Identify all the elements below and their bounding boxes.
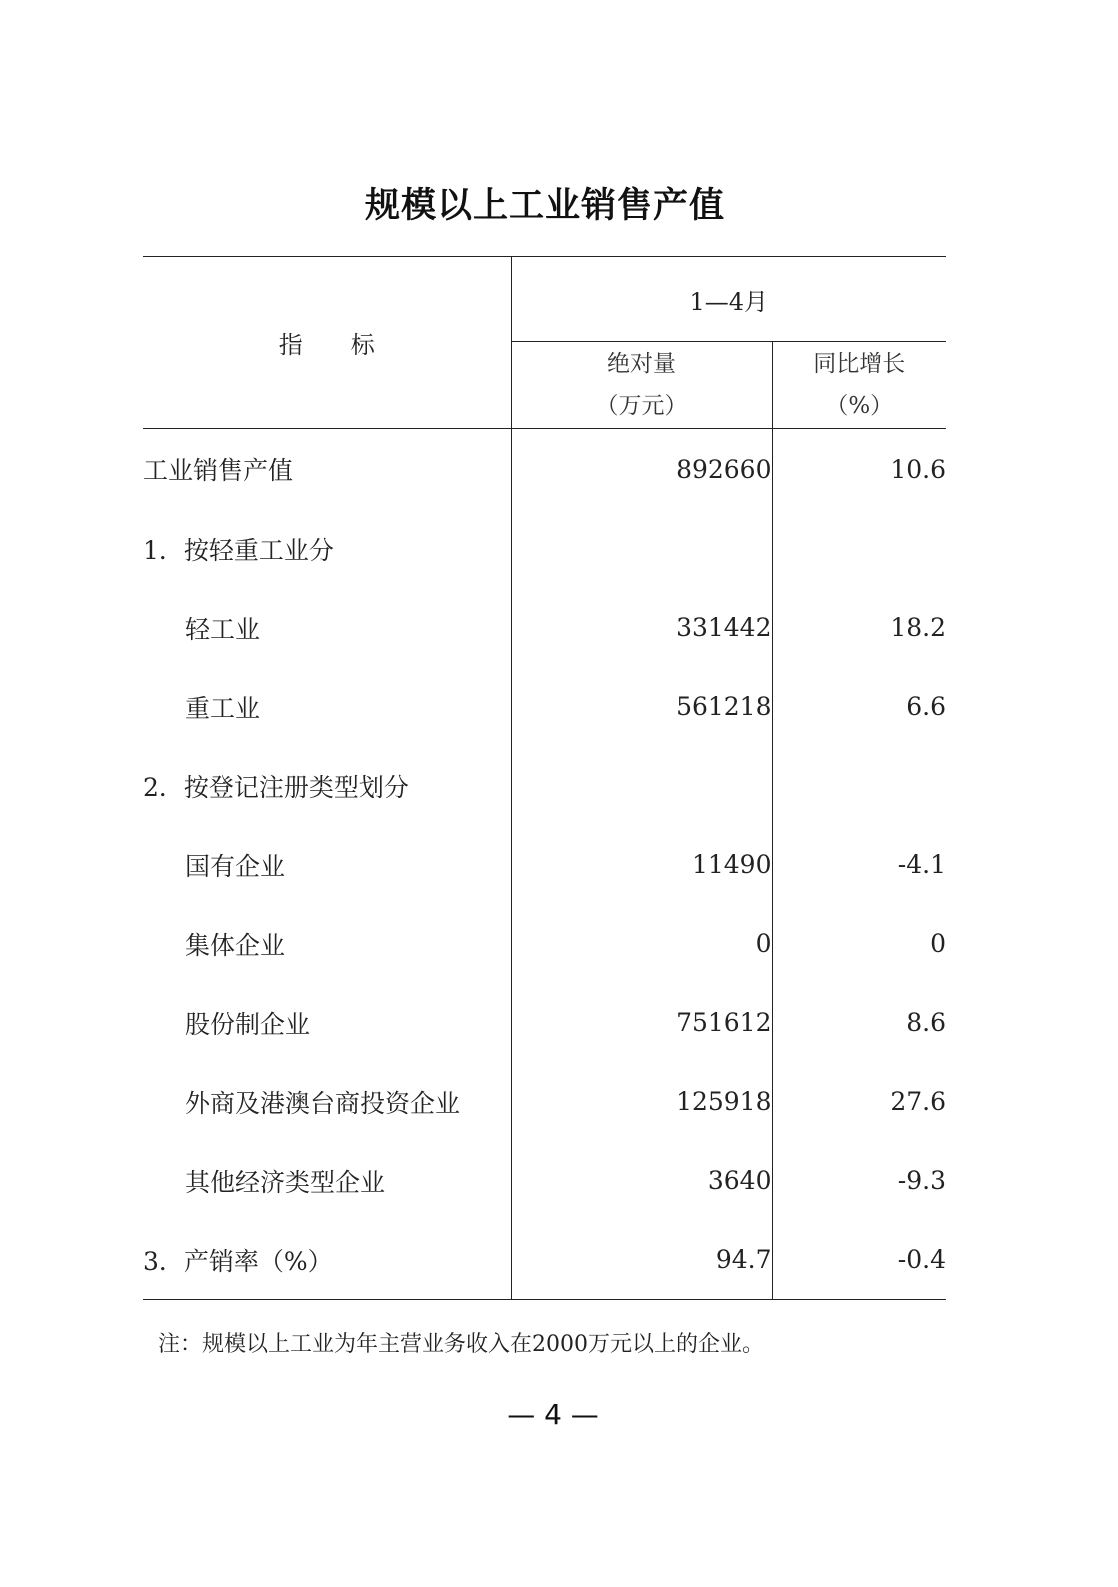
row-growth: -9.3 [772, 1141, 946, 1220]
row-label: 外商及港澳台商投资企业 [185, 1088, 461, 1118]
row-label: 轻工业 [185, 614, 261, 644]
table-row [143, 825, 946, 904]
row-value: 94.7 [511, 1220, 772, 1300]
row-value: 561218 [511, 667, 772, 746]
table-row [143, 1220, 946, 1300]
row-growth: 10.6 [772, 429, 946, 510]
row-growth: 6.6 [772, 667, 946, 746]
table-row [143, 429, 946, 510]
row-growth [772, 746, 946, 825]
table-row [143, 509, 946, 588]
row-value: 125918 [511, 1062, 772, 1141]
growth-column-unit: （%） [825, 393, 894, 419]
value-column-unit: （万元） [595, 393, 688, 419]
row-label: 集体企业 [185, 930, 286, 960]
row-label: 3．产销率（%） [143, 1220, 511, 1300]
table-row [143, 667, 946, 746]
row-growth: 8.6 [772, 983, 946, 1062]
value-column-label: 绝对量 [607, 351, 676, 377]
row-label: 国有企业 [185, 851, 286, 881]
value-column-header [511, 342, 772, 429]
table-row [143, 1062, 946, 1141]
row-value: 11490 [511, 825, 772, 904]
growth-column-label: 同比增长 [813, 351, 906, 377]
row-label: 2．按登记注册类型划分 [143, 772, 409, 802]
row-value: 331442 [511, 588, 772, 667]
row-growth [772, 509, 946, 588]
row-value: 892660 [511, 429, 772, 510]
table-row [143, 904, 946, 983]
indicator-header [143, 257, 511, 429]
table-row [143, 1141, 946, 1220]
row-growth: -0.4 [772, 1220, 946, 1300]
row-label: 股份制企业 [185, 1009, 311, 1039]
page-title: 规模以上工业销售产值 [364, 186, 725, 226]
row-growth: 18.2 [772, 588, 946, 667]
indicator-header-char-2: 标 [350, 331, 375, 359]
row-value: 751612 [511, 983, 772, 1062]
growth-column-header [772, 342, 946, 429]
row-value: 3640 [511, 1141, 772, 1220]
row-growth: 0 [772, 904, 946, 983]
row-value [511, 746, 772, 825]
period-header: 1—4月 [511, 257, 946, 342]
row-growth: -4.1 [772, 825, 946, 904]
row-value [511, 509, 772, 588]
table-footnote: 注：规模以上工业为年主营业务收入在2000万元以上的企业。 [158, 1332, 764, 1357]
row-value: 0 [511, 904, 772, 983]
row-label: 其他经济类型企业 [185, 1167, 386, 1197]
sales-output-table [143, 256, 946, 1300]
table-row [143, 983, 946, 1062]
row-label: 1．按轻重工业分 [143, 535, 334, 565]
row-label: 重工业 [185, 693, 261, 723]
row-label: 工业销售产值 [143, 456, 294, 485]
row-growth: 27.6 [772, 1062, 946, 1141]
indicator-header-char-1: 指 [278, 331, 303, 359]
table-row [143, 588, 946, 667]
page-number: — 4 — [507, 1398, 599, 1431]
table-row [143, 746, 946, 825]
